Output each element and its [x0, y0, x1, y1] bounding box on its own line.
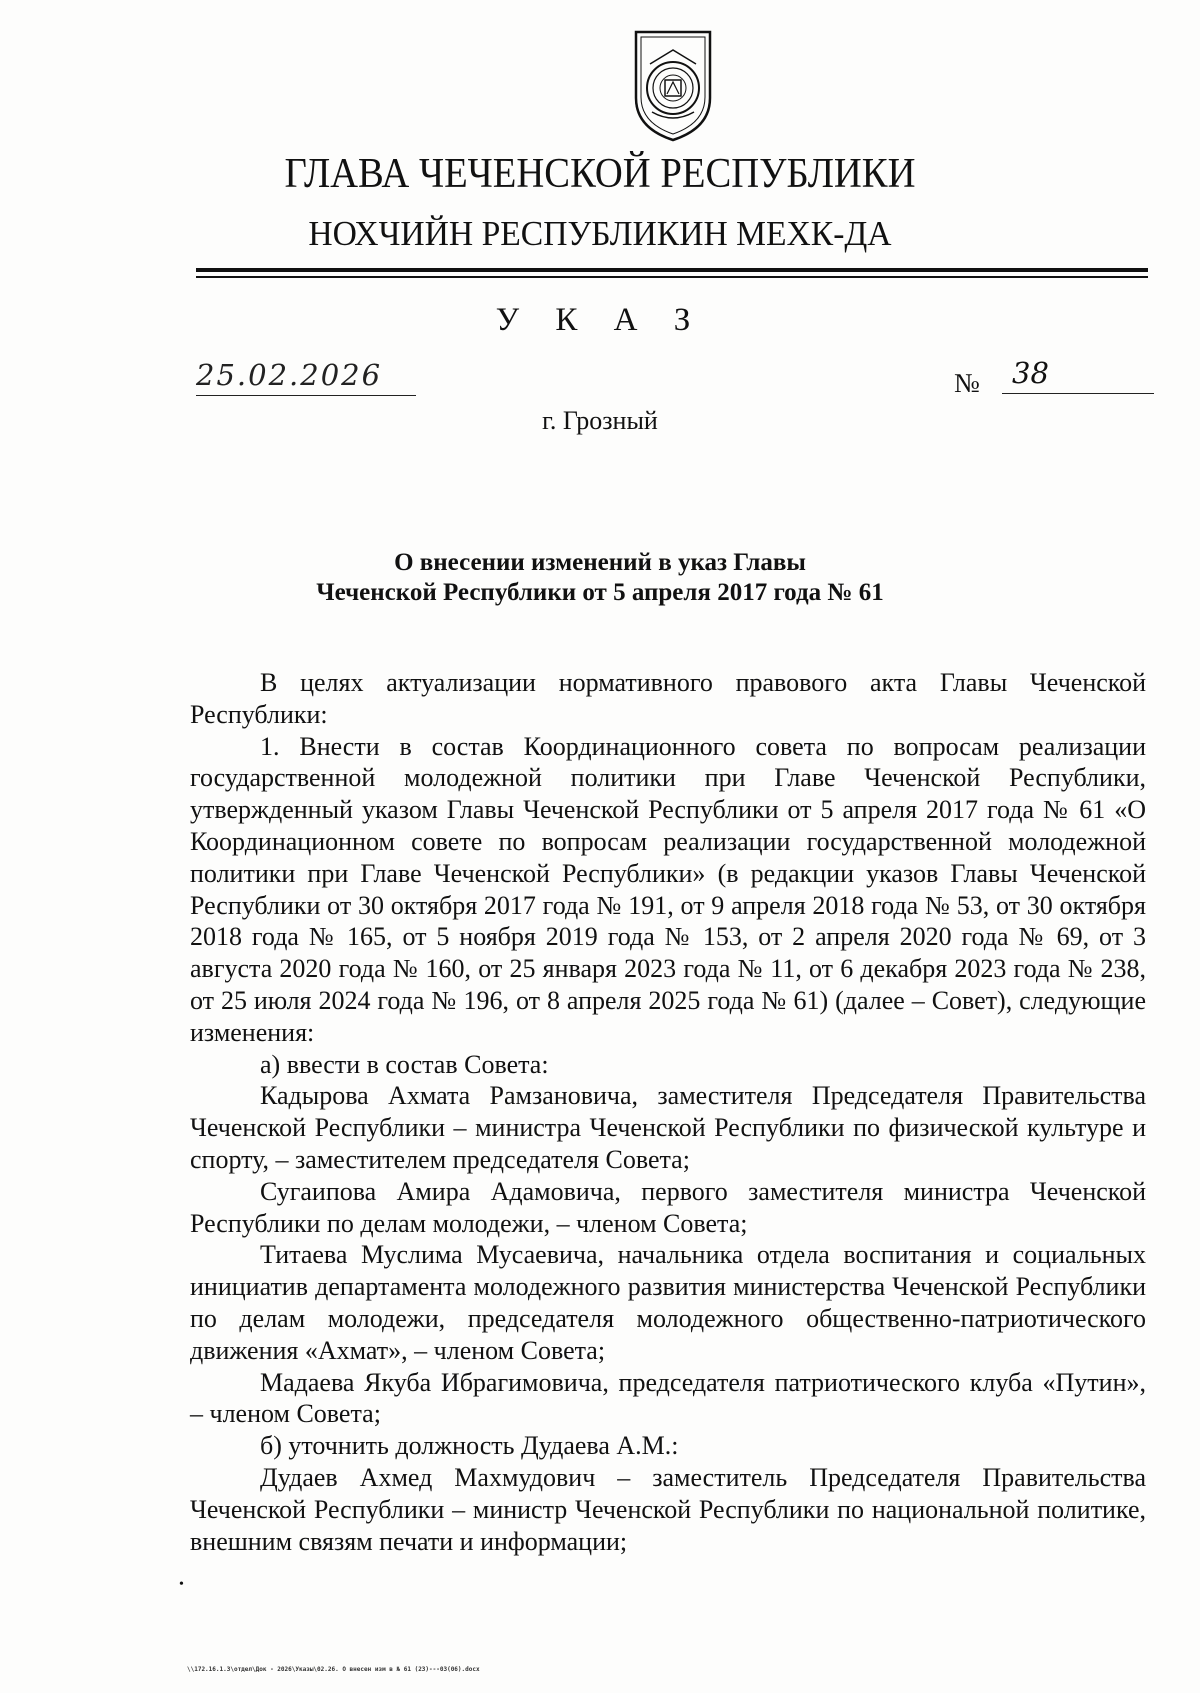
subclause-a-paragraph: а) ввести в состав Совета: — [260, 1049, 549, 1079]
decree-title — [0, 548, 1200, 608]
decree-number: 38 — [1002, 356, 1154, 394]
header-rule-thin — [196, 276, 1148, 278]
decree-number-label: № — [954, 368, 980, 398]
margin-mark: • — [179, 1577, 184, 1592]
header-rule-thick — [196, 268, 1148, 272]
issuer-title-russian: ГЛАВА ЧЕЧЕНСКОЙ РЕСПУБЛИКИ — [284, 151, 916, 197]
clause-1-paragraph: 1. Внести в состав Координационного совета по вопросам реализации государственной молодежной политики при Главе Чеченской Республики, утвержденный указом Главы Чеченской Республики от 5 апреля 2017 года № 61 «О Координационном совете по вопросам реализации государственной молодежной политики при Главе Чеченской Республики» (в редакции указов Главы Чеченской Республики от 30 октября 2017 года № 191, от 9 апреля 2018 года № 53, от 30 октября 2018 года № 165, от 5 ноября 2019 года № 153, от 2 апреля 2020 года № 69, от 3 августа 2020 года № 160, от 25 января 2023 года № 11, от 6 декабря 2023 года № 238, от 25 июля 2024 года № 196, от 8 апреля 2025 года № 61) (далее – Совет), следующие изменения: — [190, 731, 1146, 1047]
preamble-paragraph: В целях актуализации нормативного правового акта Главы Чеченской Республики: — [190, 668, 1146, 729]
issuer-title-chechen: НОХЧИЙН РЕСПУБЛИКИН МЕХК-ДА — [308, 214, 892, 253]
place-of-issue: г. Грозный — [542, 406, 658, 435]
decree-title-line-2: Чеченской Республики от 5 апреля 2017 года № 61 — [316, 579, 884, 606]
member-madaev-paragraph: Мадаева Якуба Ибрагимовича, председателя патриотического клуба «Путин», – членом Совета; — [190, 1367, 1146, 1429]
decree-title-line-1: О внесении изменений в указ Главы — [394, 549, 806, 576]
member-titaev-paragraph: Титаева Муслима Мусаевича, начальника отдела воспитания и социальных инициатив департамента молодежного развития министерства Чеченской Республики по делам молодежи, председателя молодежного общественно-патриотического движения «Ахмат», – членом Совета; — [190, 1240, 1146, 1365]
decree-body — [190, 667, 1146, 1557]
file-path-footer: \\172.16.1.3\отдел\Док - 2026\Указы\02.26. О внесен изм в № 61 (23)---03(06).docx — [187, 1666, 480, 1673]
member-dudaev-paragraph: Дудаев Ахмед Махмудович – заместитель Председателя Правительства Чеченской Республики – министр Чеченской Республики по национальной политике, внешним связям печати и информации; — [190, 1462, 1146, 1556]
decree-date: 25.02.2026 — [196, 358, 416, 396]
subclause-b-paragraph: б) уточнить должность Дудаева А.М.: — [260, 1431, 679, 1461]
coat-of-arms-emblem — [630, 28, 716, 144]
member-sugaipov-paragraph: Сугаипова Амира Адамовича, первого заместителя министра Чеченской Республики по делам молодежи, – членом Совета; — [190, 1176, 1146, 1238]
document-type-label: У К А З — [495, 302, 705, 338]
member-kadyrov-paragraph: Кадырова Ахмата Рамзановича, заместителя Председателя Правительства Чеченской Республики – министра Чеченской Республики по физической культуре и спорту, – заместителем председателя Совета; — [190, 1081, 1146, 1174]
